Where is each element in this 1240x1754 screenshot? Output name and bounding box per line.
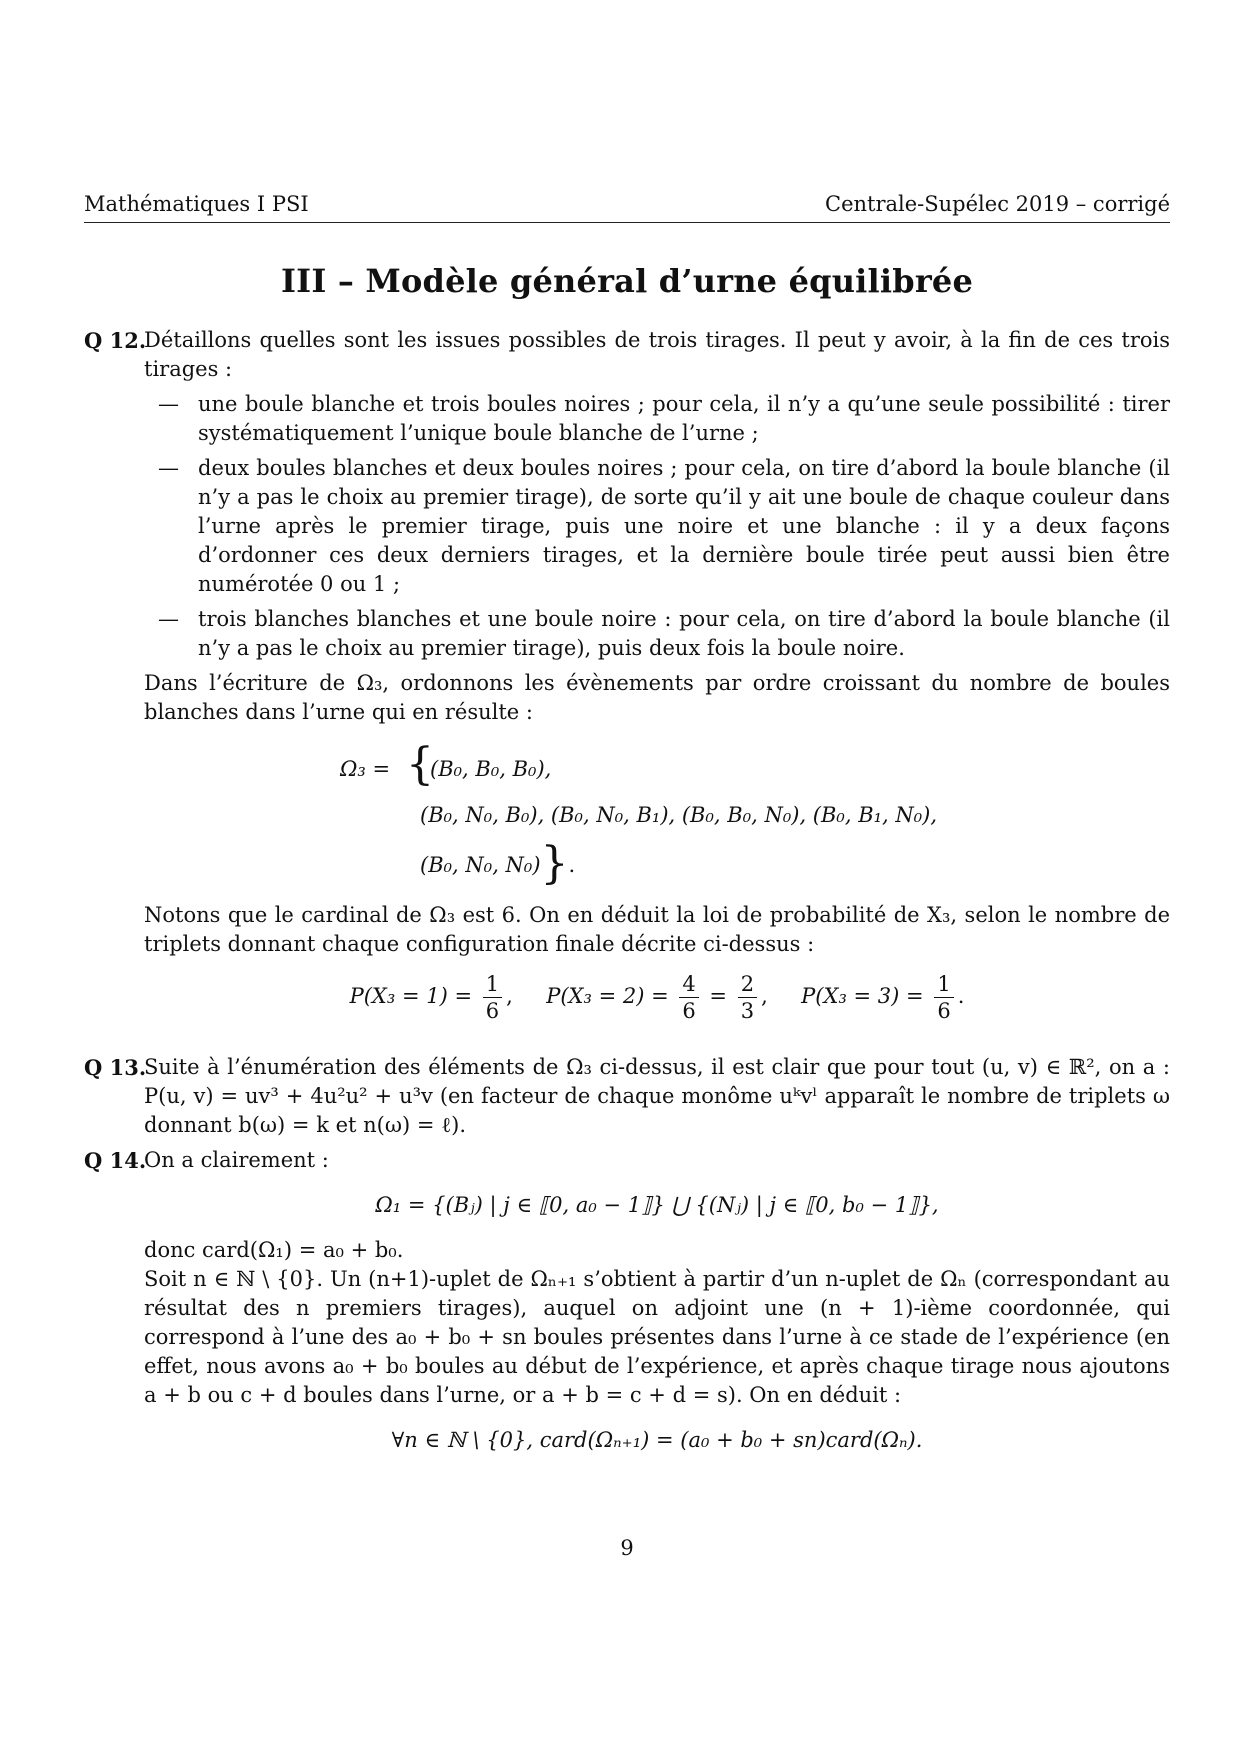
question-13 <box>84 1053 1170 1140</box>
q12-after-list: Dans l’écriture de Ω₃, ordonnons les évènements par ordre croissant du nombre de boules blanches dans l’urne qui en résulte : <box>144 671 1170 724</box>
prob3-lhs: P(X₃ = 3) = <box>801 984 924 1008</box>
left-brace: { <box>406 739 434 790</box>
x3-distribution-equation: P(X₃ = 1) = $\frac{1}{6}$ , P(X₃ = 2) = $\frac{4}{6}$ = $\frac{2}{3}$ , P(X₃ = 3) = $\frac{1}{6}$ . <box>349 972 965 1023</box>
recurrence-equation: ∀n ∈ ℕ \ {0}, card(Ωₙ₊₁) = (a₀ + b₀ + sn)card(Ωₙ). <box>391 1428 923 1452</box>
section-title: III – Modèle général d’urne équilibrée <box>280 262 974 300</box>
page-number: 9 <box>620 1536 634 1560</box>
omega3-line-3: (B₀, N₀, N₀) <box>420 853 541 877</box>
fraction: $\frac{2}{3}$ <box>738 971 757 1024</box>
question-label: Q 13. <box>84 1055 147 1080</box>
omega3-display-equation <box>144 741 1170 891</box>
main-content <box>84 326 1170 1471</box>
question-14 <box>84 1146 1170 1455</box>
omega3-line-1: (B₀, B₀, B₀), <box>430 757 552 781</box>
q14-text: Soit n ∈ ℕ \ {0}. Un (n+1)-uplet de Ωₙ₊₁ s’obtient à partir d’un n-uplet de Ωₙ (correspondant au résultat des n premiers tirages), auquel on adjoint une (n + 1)-ième coordonnée, qui correspond à l’une des a₀ + b₀ + sn boules présentes dans l’urne à ce stade de l’expérience (en effet, nous avons a₀ + b₀ boules au début de l’expérience, et après chaque tirage nous ajoutons a + b ou c + d boules dans l’urne, or a + b = c + d = s). On en déduit : <box>144 1267 1170 1407</box>
question-12 <box>84 326 1170 1043</box>
running-header <box>84 192 1170 223</box>
right-brace: } <box>540 838 569 889</box>
question-label: Q 14. <box>84 1148 147 1173</box>
fraction: $\frac{4}{6}$ <box>679 971 698 1024</box>
q14-intro: On a clairement : <box>144 1148 329 1172</box>
fraction: $\frac{1}{6}$ <box>934 971 953 1024</box>
omega3-lhs: Ω₃ = <box>340 757 391 781</box>
omega1-equation: Ω₁ = {(Bⱼ) | j ∈ ⟦0, a₀ − 1⟧} ⋃ {(Nⱼ) | j ∈ ⟦0, b₀ − 1⟧}, <box>375 1193 939 1217</box>
header-exam: Centrale-Supélec 2019 – corrigé <box>825 192 1170 216</box>
list-item: — trois blanches blanches et une boule noire : pour cela, on tire d’abord la boule blanche (il n’y a pas le choix au premier tirage), puis deux fois la boule noire. <box>144 605 1170 663</box>
prob2-lhs: P(X₃ = 2) = <box>546 984 669 1008</box>
omega3-line-3-wrap: (B₀, N₀, N₀)}. <box>420 838 576 889</box>
omega3-line-2: (B₀, N₀, B₀), (B₀, N₀, B₁), (B₀, B₀, N₀), (B₀, B₁, N₀), <box>420 803 938 827</box>
header-course: Mathématiques I PSI <box>84 192 309 216</box>
question-label: Q 12. <box>84 328 147 353</box>
list-item: — une boule blanche et trois boules noires ; pour cela, il n’y a qu’une seule possibilité : tirer systématiquement l’unique boule blanche de l’urne ; <box>144 390 1170 448</box>
q12-intro: Détaillons quelles sont les issues possibles de trois tirages. Il peut y avoir, à la fin de ces trois tirages : <box>144 328 1170 381</box>
outcome-list <box>144 390 1170 663</box>
q14-card: donc card(Ω₁) = a₀ + b₀. <box>144 1238 404 1262</box>
q12-after-omega: Notons que le cardinal de Ω₃ est 6. On en déduit la loi de probabilité de X₃, selon le nombre de triplets donnant chaque configuration finale décrite ci-dessus : <box>144 903 1170 956</box>
q13-text: Suite à l’énumération des éléments de Ω₃ ci-dessus, il est clair que pour tout (u, v) ∈ ℝ², on a : P(u, v) = uv³ + 4u²u² + u³v (en facteur de chaque monôme uᵏvˡ apparaît le nombre de triplets ω donnant b(ω) = k et n(ω) = ℓ). <box>144 1055 1170 1137</box>
fraction: $\frac{1}{6}$ <box>483 971 502 1024</box>
prob1-lhs: P(X₃ = 1) = <box>349 984 473 1008</box>
list-item: — deux boules blanches et deux boules noires ; pour cela, on tire d’abord la boule blanche (il n’y a pas le choix au premier tirage), de sorte qu’il y ait une boule de chaque couleur dans l’urne après le premier tirage, puis une noire et une blanche : il y a deux façons d’ordonner ces deux derniers tirages, et la dernière boule tirée peut aussi bien être numérotée 0 ou 1 ; <box>144 454 1170 599</box>
